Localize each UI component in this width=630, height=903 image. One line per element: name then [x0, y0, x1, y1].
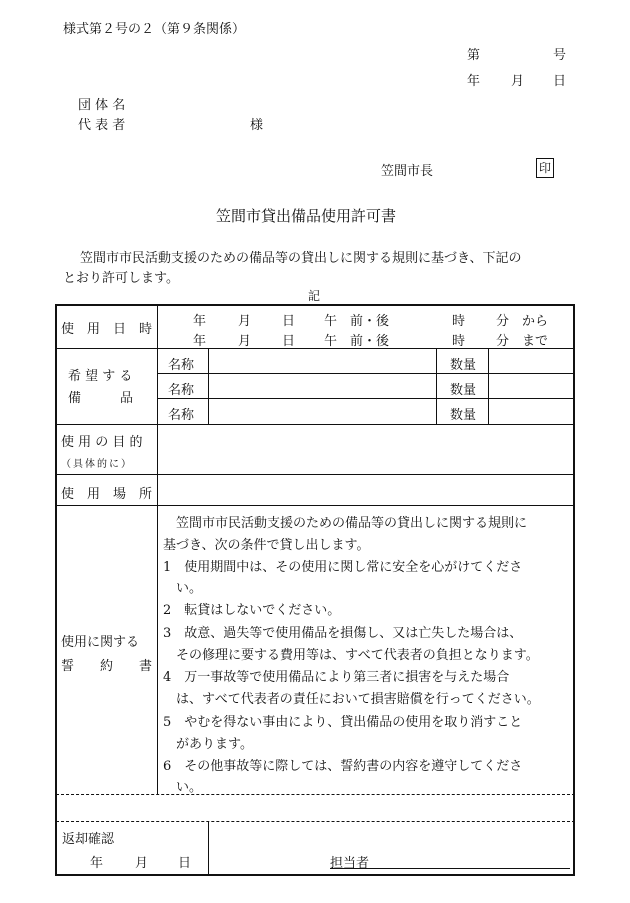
- pledge-text-line: 基づき、次の条件で貸し出します。: [163, 538, 370, 553]
- qty-divider-1: [436, 349, 437, 424]
- usage-end-suffix: まで: [522, 334, 549, 349]
- pledge-text-line: 6 その他事故等に際しては、誓約書の内容を遵守してくださ: [163, 759, 523, 774]
- date-year: 年: [467, 74, 481, 89]
- equipment-name-label: 名称: [168, 383, 195, 398]
- seal-stamp: 印: [536, 158, 554, 178]
- equipment-qty-label: 数量: [450, 383, 477, 398]
- pledge-label-1: 使用に関する: [61, 635, 140, 650]
- rule-2: [56, 424, 574, 425]
- rule-3: [56, 474, 574, 475]
- staff-label: 担当者: [330, 856, 370, 871]
- return-label: 返却確認: [62, 832, 115, 847]
- rep-label: 代 表 者: [78, 118, 126, 133]
- pledge-text-line: は、すべて代表者の責任において損害賠償を行ってください。: [163, 692, 540, 707]
- usage-start-minute: 分: [496, 314, 510, 329]
- usage-start-hour: 時: [452, 314, 466, 329]
- usage-start-suffix: から: [522, 314, 549, 329]
- issuer-name: 笠間市長: [381, 164, 434, 179]
- document-title: 笠間市貸出備品使用許可書: [216, 207, 397, 225]
- pledge-text-line: その修理に要する費用等は、すべて代表者の負担となります。: [163, 648, 539, 663]
- usage-start-ampm: 午 前・後: [324, 314, 390, 329]
- qty-divider-2: [488, 349, 489, 424]
- rule-eq-2: [157, 398, 574, 399]
- form-number: 様式第２号の２（第９条関係）: [63, 22, 246, 37]
- org-label: 団 体 名: [78, 98, 126, 113]
- pledge-text-line: 4 万一事故等で使用備品により第三者に損害を与えた場合: [163, 670, 510, 685]
- usage-end-hour: 時: [452, 334, 466, 349]
- equipment-qty-label: 数量: [450, 408, 477, 423]
- staff-signature-line: [330, 868, 570, 869]
- equipment-name-label: 名称: [168, 358, 195, 373]
- equipment-qty-label: 数量: [450, 358, 477, 373]
- usage-start-month: 月: [238, 314, 252, 329]
- pledge-text-line: い。: [163, 581, 203, 596]
- doc-no-suffix: 号: [553, 48, 567, 63]
- rule-eq-1: [157, 373, 574, 374]
- equipment-label-1: 希 望 す る: [68, 369, 133, 384]
- purpose-label: 使 用 の 目 的: [61, 435, 143, 450]
- pledge-text-line: 2 転貸はしないでください。: [163, 603, 341, 618]
- return-month: 月: [135, 856, 149, 871]
- usage-start-year: 年: [193, 314, 207, 329]
- col-divider: [157, 305, 158, 794]
- date-month: 月: [511, 74, 525, 89]
- name-divider: [208, 349, 209, 424]
- pledge-text-line: 1 使用期間中は、その使用に関し常に安全を心がけてくださ: [163, 560, 523, 575]
- return-divider: [208, 822, 209, 875]
- doc-no-label: 第: [467, 48, 481, 63]
- return-day: 日: [178, 856, 192, 871]
- rule-4: [56, 505, 574, 506]
- pledge-text-line: 5 やむを得ない事由により、貸出備品の使用を取り消すこと: [163, 715, 523, 730]
- cut-line-1: [56, 794, 575, 795]
- usage-start-day: 日: [282, 314, 296, 329]
- usage-date-label: 使 用 日 時: [61, 322, 153, 337]
- pledge-text-line: 笠間市市民活動支援のための備品等の貸出しに関する規則に: [163, 516, 528, 531]
- usage-end-day: 日: [282, 334, 296, 349]
- purpose-sublabel: （具体的に）: [61, 459, 133, 470]
- intro-line-2: とおり許可します。: [63, 271, 179, 286]
- usage-end-year: 年: [193, 334, 207, 349]
- usage-end-month: 月: [238, 334, 252, 349]
- pledge-text-line: があります。: [163, 737, 253, 752]
- equipment-name-label: 名称: [168, 408, 195, 423]
- pledge-label-2: 誓 約 書: [61, 659, 153, 674]
- pledge-text-line: 3 故意、過失等で使用備品を損傷し、又は亡失した場合は、: [163, 626, 523, 641]
- usage-end-ampm: 午 前・後: [324, 334, 390, 349]
- record-mark: 記: [308, 289, 321, 303]
- return-year: 年: [90, 856, 104, 871]
- place-label: 使 用 場 所: [61, 487, 153, 502]
- pledge-text-line: い。: [163, 780, 203, 795]
- honorific: 様: [250, 118, 264, 133]
- date-day: 日: [553, 74, 567, 89]
- cut-line-2: [56, 821, 575, 822]
- intro-line-1: 笠間市市民活動支援のための備品等の貸出しに関する規則に基づき、下記の: [80, 251, 522, 266]
- usage-end-minute: 分: [496, 334, 510, 349]
- equipment-label-2: 備 品: [68, 391, 134, 406]
